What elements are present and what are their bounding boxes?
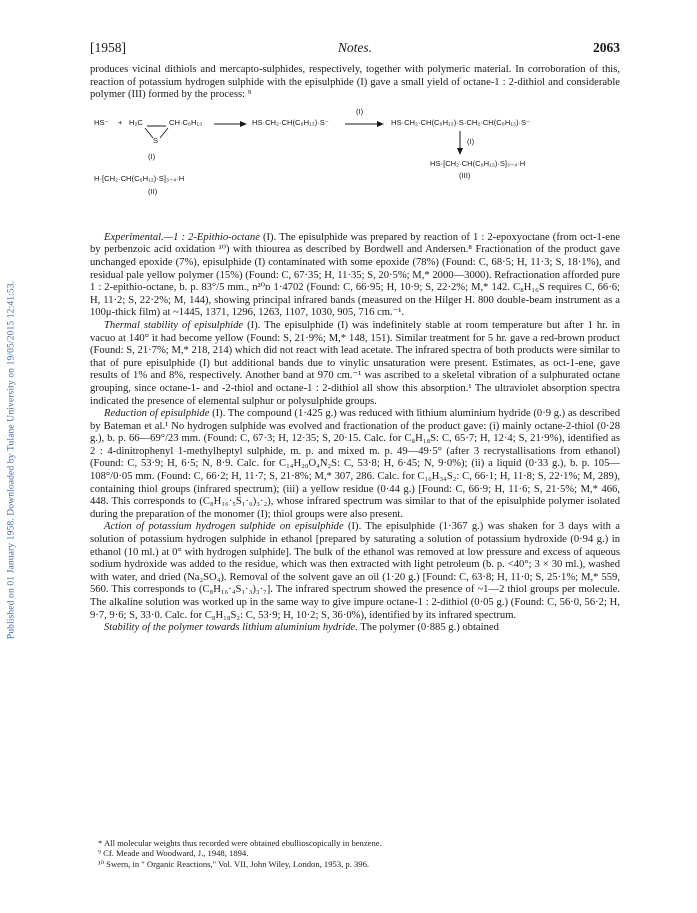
header-title: Notes. xyxy=(337,40,373,55)
ring-ch2: H₂C xyxy=(129,117,143,127)
intermediate-2: HS·CH₂·CH(C₆H₁₃)·S·CH₂·CH(C₆H₁₃)·S⁻ xyxy=(391,117,531,127)
paragraph-text: (I). The episulphide was prepared by reaction of 1 : 2-epoxyoctane (from oct-1-ene by perbenzoic acid oxidation ¹⁰) with thiourea as described by Bordwell and Andersen.⁸ Fractionation of the product gave unchanged epoxide (7%), episulphide (I) contaminated with some epoxide (78%) (Found: C, 68·5; H, 11·3; S, 18·1%), and residual pale yellow polymer (15%) (Found: C, 67·35; H, 11·35; S, 20·5%; M,* 2000—3000). Refractionation afforded pure 1 : 2-epithio-octane, b. p. 83°/5 mm., n²⁰ᴅ 1·4702 (Found: C, 66·95; H, 10·9; S, 22·2%; M,* 142. C₈H₁₆S requires C, 66·6; H, 11·2; S, 22·2%; M, 144), showing principal infrared bands (measured on the Hilger H. 800 double-beam instrument as a 100μ-thick film) at ~1445, 1371, 1296, 1263, 1107, 1030, 905, 716 cm.⁻¹. xyxy=(90,231,620,319)
header-page-number: 2063 xyxy=(593,40,620,55)
paragraph-thermal-stability xyxy=(90,320,620,408)
paragraph-reduction xyxy=(90,408,620,521)
experimental-section xyxy=(90,232,620,635)
download-notice-text: Published on 01 January 1958. Downloaded by Tulane University on 19/05/2015 12:41:53. xyxy=(5,280,17,640)
paragraph-text: (I). The compound (1·425 g.) was reduced with lithium aluminium hydride (0·9 g.) as described by Bateman et al.¹ No hydrogen sulphide was evolved and fractionation of the product gave: (i) mainly octane-2-thiol (0·28 g.), b. p. 66—69°/23 mm. (Found: C, 67·3; H, 12·35; S, 20·15. Calc. for C₈H₁₈S: C, 65·7; H, 12·4; S, 21·9%), identified as 2 : 4-dinitrophenyl 1-methylheptyl sulphide, m. p. and mixed m. p. 49—49·5° (after 3 recrystallisations from ethanol) (Found: C, 53·9; H, 6·5; N, 8·9. Calc. for C₁₄H₂₀O₄N₂S: C, 53·8; H, 6·45; N, 9·0%); (ii) a liquid (0·33 g.), b. p. 105—108°/0·05 mm. (Found: C, 66·2; H, 11·7; S, 21·8%; M,* 307, 286. Calc. for C₁₆H₃₄S₂: C, 66·1; H, 11·8; S, 22·1%; M, 289), containing thiol groups (infrared spectrum); (iii) a yellow residue (0·44 g.) [Found: C, 66·9; H, 11·6; S, 21·5%; M,* 466, 448. This corresponds to (C₈H₁₆·₅S₁·₀)₃·₂), whose infrared spectrum was similar to that of the episulphide polymer isolated during the preparation of the monomer (I); thiol groups were also present. xyxy=(90,408,621,520)
reaction-scheme xyxy=(90,102,620,230)
reagent-hs: HS⁻ xyxy=(94,117,109,127)
arrow-label-I: (I) xyxy=(356,106,364,116)
paragraph-heading: Stability of the polymer towards lithium aluminium hydride. xyxy=(104,622,358,634)
plus-sign: + xyxy=(118,117,123,127)
paragraph-text: (I). The episulphide (1·367 g.) was shaken for 3 days with a solution of potassium hydrogen sulphide in ethanol [prepared by saturating a solution of potassium hydroxide (0·94 g.) in ethanol (10 ml.) at 0° with hydrogen sulphide]. The bulk of the ethanol was removed at low pressure and excess of aqueous sodium hydroxide was added to the residue, which was then extracted with light petroleum (b. p. <40°; 3 × 30 ml.), washed with water, and dried (Na₂SO₄). Removal of the solvent gave an oil (1·20 g.) [Found: C, 63·8; H, 11·0; S, 25·1%; M,* 559, 560. This corresponds to (C₈H₁₆·₄S₁·₃)₃·₇]. The infrared spectrum showed the presence of ~1—2 thiol groups per molecule. The alkaline solution was worked up in the same way to give impure octane-1 : 2-dithiol (0·05 g.) (Found: C, 56·0, 56·2; H, 9·7, 9·6; S, 33·0. Calc. for C₈H₁₈S₂: C, 53·9; H, 10·2; S, 36·0%), identified by its infrared spectrum. xyxy=(90,521,620,621)
running-header xyxy=(90,40,620,60)
down-arrow-label-I: (I) xyxy=(467,136,475,146)
ring-sulphur: S xyxy=(153,135,159,145)
intro-paragraph: produces vicinal dithiols and mercapto-sulphides, respectively, together with polymeric material. In corroboration of this, reaction of potassium hydrogen sulphide with the episulphide (I) gave a small yield of octane-1 : 2-dithiol and considerable polymer (III) formed by the process: ⁹ xyxy=(90,64,620,101)
footnote-9: ⁹ Cf. Meade and Woodward, J., 1948, 1894. xyxy=(98,848,249,859)
ring-bond-sc xyxy=(160,128,168,138)
paragraph-heading: Action of potassium hydrogen sulphide on episulphide xyxy=(104,521,344,533)
intermediate-1: HS·CH₂·CH(C₆H₁₃)·S⁻ xyxy=(252,117,329,127)
paragraph-text: The polymer (0·885 g.) obtained xyxy=(357,622,499,634)
download-notice xyxy=(2,150,20,770)
paragraph-heading: Reduction of episulphide xyxy=(104,408,210,420)
polymer-II-formula: H·[CH₂·CH(C₆H₁₃)·S]₃₋₄·H xyxy=(94,173,185,183)
footnote-10: ¹⁰ Swern, in " Organic Reactions," Vol. VII, John Wiley, London, 1953, p. 396. xyxy=(98,858,370,869)
footnote-molecular-weights: * All molecular weights thus recorded were obtained ebullioscopically in benzene. xyxy=(98,838,382,848)
ring-ch: CH·C₆H₁₃ xyxy=(169,117,203,127)
paragraph-hydrogen-sulphide xyxy=(90,521,620,622)
arrow-2-head xyxy=(377,121,384,127)
paragraph-heading: Experimental.—1 : 2-Epithio-octane xyxy=(104,231,260,243)
paragraph-heading: Thermal stability of episulphide xyxy=(104,319,244,331)
arrow-down-head xyxy=(457,148,463,155)
polymer-III-formula: HS·[CH₂·CH(C₆H₁₃)·S]₃₋₄·H xyxy=(430,158,526,168)
paragraph-preparation xyxy=(90,232,620,320)
label-I: (I) xyxy=(148,151,156,161)
label-III: (III) xyxy=(459,170,471,180)
arrow-1-head xyxy=(240,121,247,127)
header-year: [1958] xyxy=(90,40,126,55)
footnotes xyxy=(98,838,618,869)
page xyxy=(90,40,620,635)
label-II: (II) xyxy=(148,186,158,196)
paragraph-polymer-stability xyxy=(90,622,620,635)
paragraph-text: (I). The episulphide (I) was indefinitely stable at room temperature but after 1 hr. in vacuo at 140° it had become yellow (Found: S, 21·9%; M,* 148, 151). Similar treatment for 5 hr. gave a red-brown product (Found: S, 21·7%; M,* 218, 214) which did not react with lead acetate. The infrared spectra of both products were similar to that of pure episulphide (I) but additional bands due to vinylic unsaturation were present. Estimates, as oct-1-ene, gave results of 1% and 8%, respectively. Another band at 970 cm.⁻¹ was ascribed to a skeletal vibration of a sulphurated octane grouping, since octane-1- and -2-thiol and octane-1 : 2-dithiol all show this absorption.¹ The ultraviolet absorption spectra indicated the presence of elemental sulphur or polysulphide groups. xyxy=(90,319,620,407)
ring-bond-cs xyxy=(145,128,153,138)
